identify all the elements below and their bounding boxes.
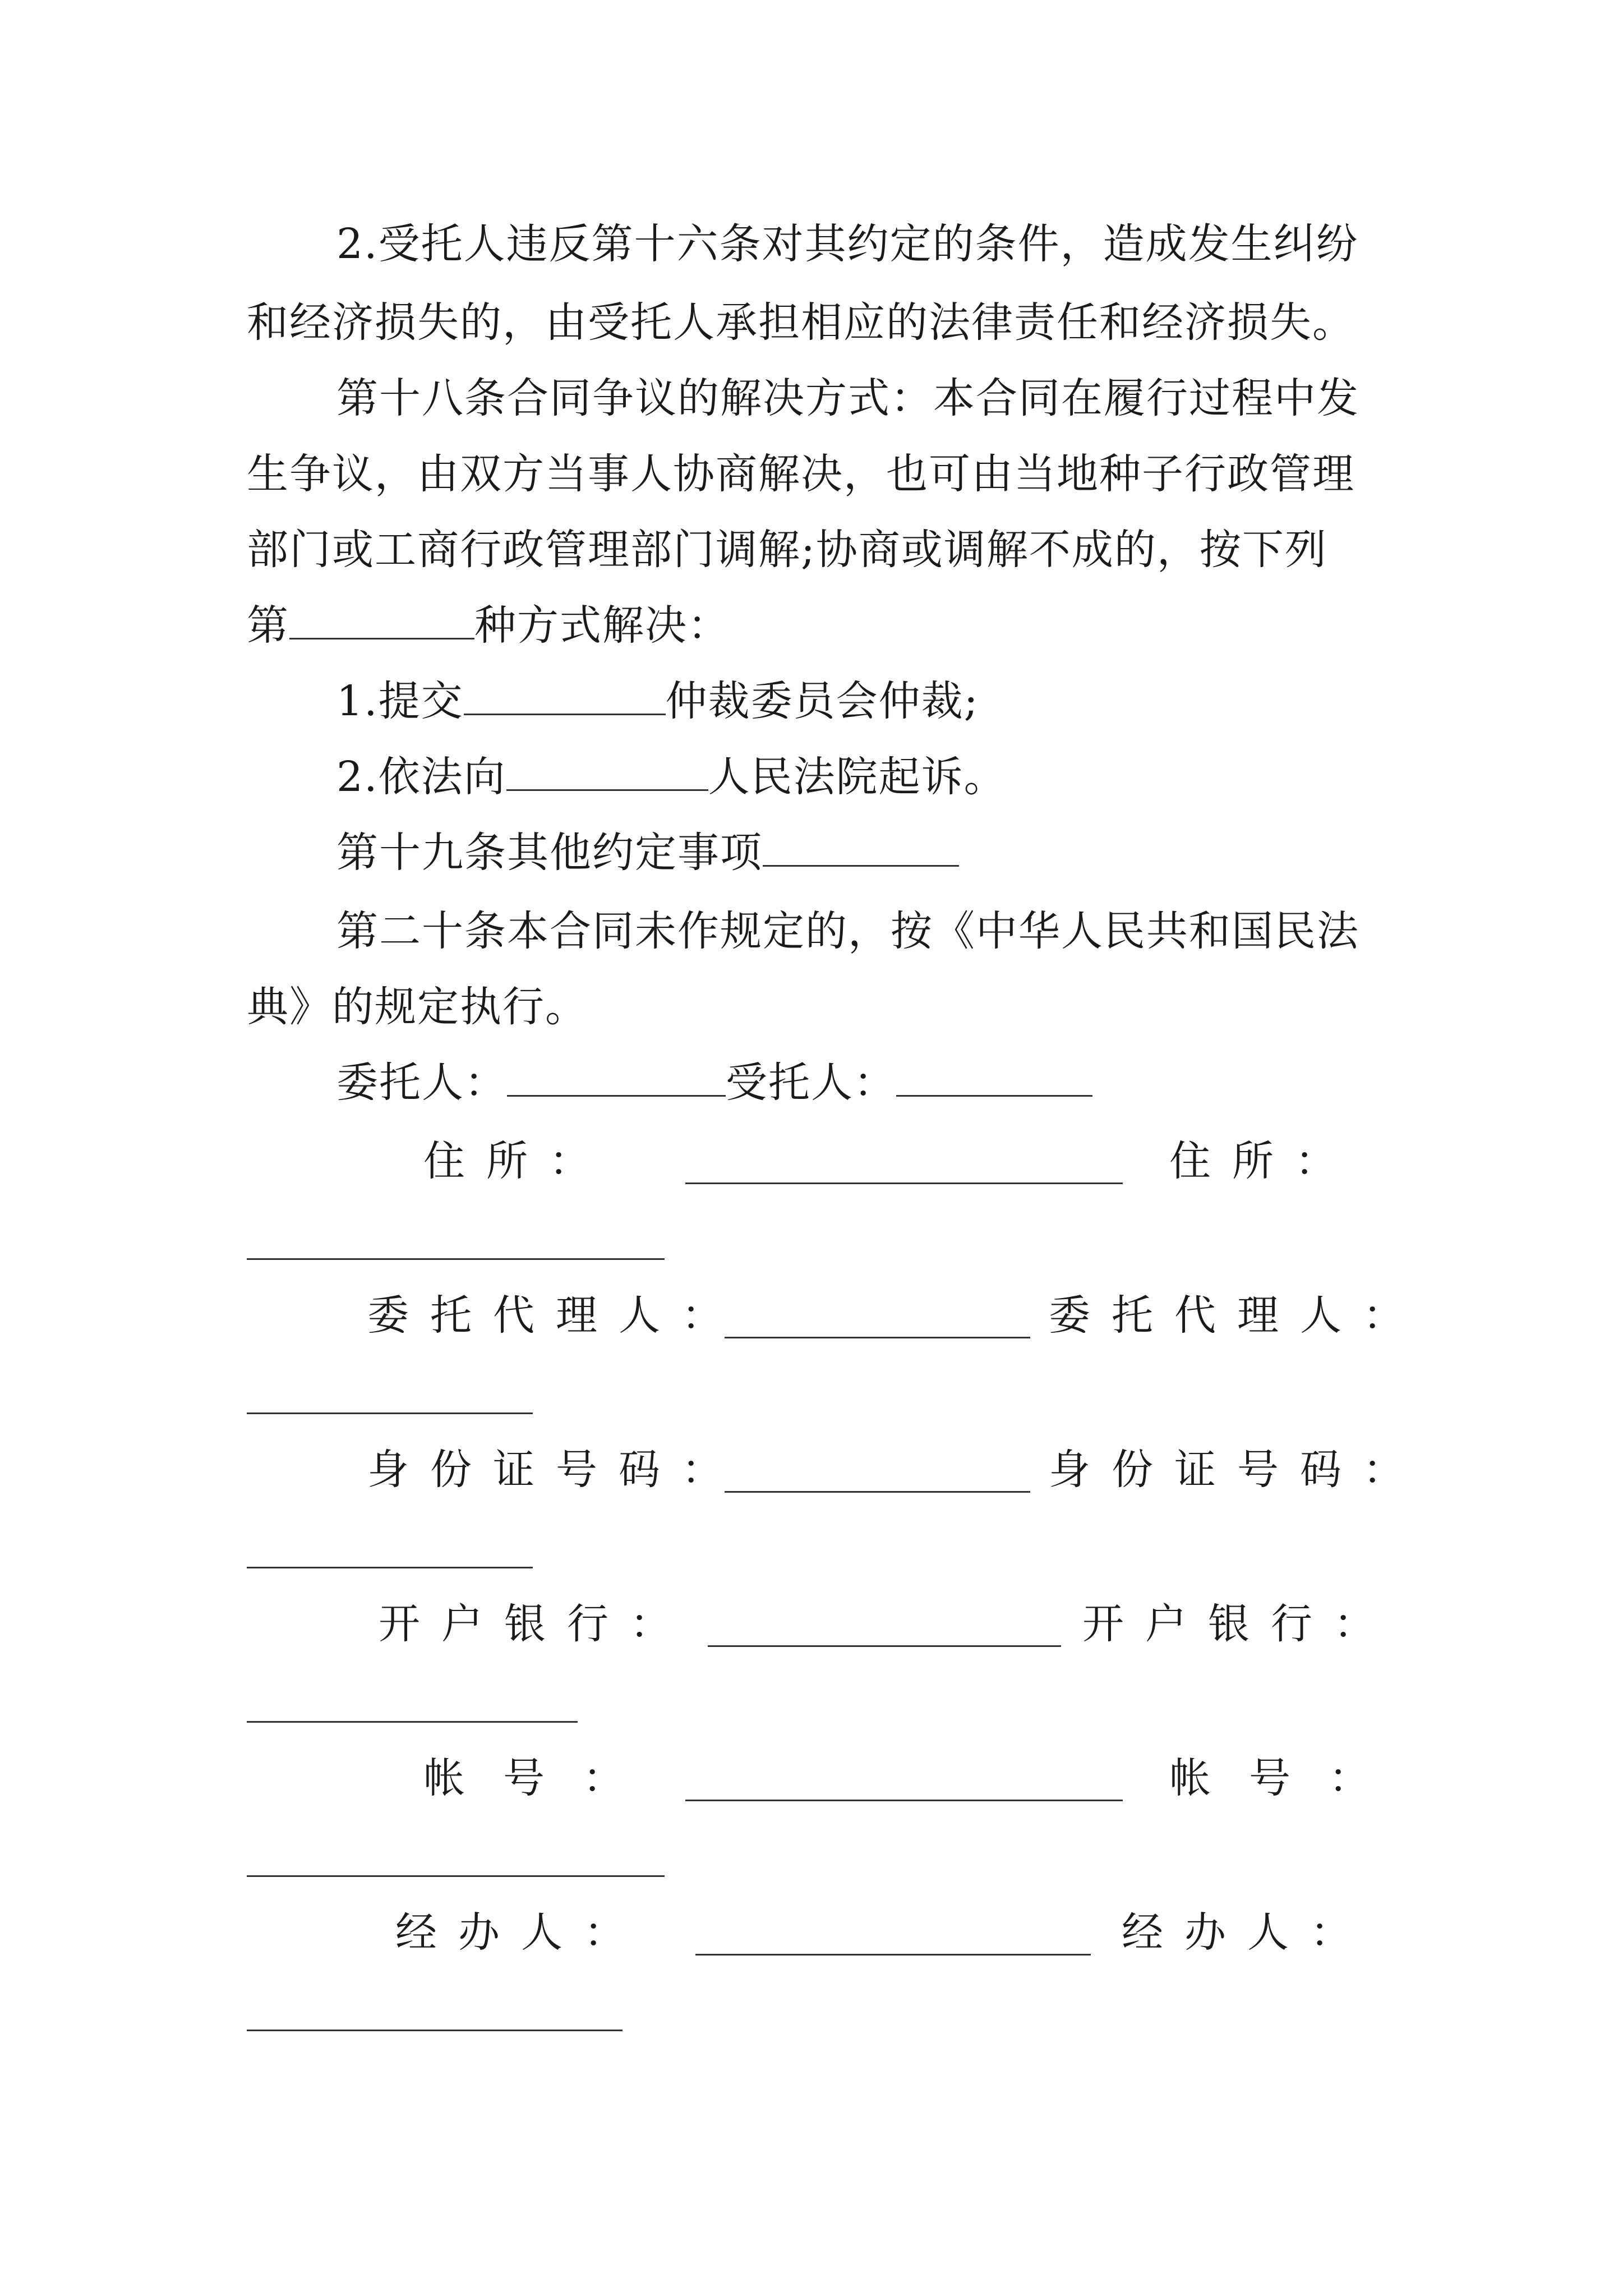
principal-label: 委托人： (336, 1059, 507, 1107)
other-matters-blank[interactable] (763, 825, 959, 867)
agent-id-blank[interactable] (247, 1567, 533, 1568)
arbitration-item-suffix: 仲裁委员会仲裁; (665, 677, 979, 725)
article-18-line-2: 生争议，由双方当事人协商解决，也可由当地种子行政管理 (247, 450, 1355, 498)
court-name-blank[interactable] (506, 749, 708, 791)
agent-proxy-blank[interactable] (247, 1412, 533, 1414)
article-20-line-2: 典》的规定执行。 (247, 983, 588, 1031)
clause-17-item-2-line-1: 2.受托人违反第十六条对其约定的条件，造成发生纠纷 (336, 220, 1359, 268)
principal-address-label: 住所： (423, 1137, 612, 1185)
principal-proxy-label: 委托代理人： (367, 1291, 744, 1340)
court-item-suffix: 人民法院起诉。 (708, 753, 1007, 801)
agent-address-label: 住所： (1169, 1137, 1358, 1185)
article-19-text: 第十九条其他约定事项 (336, 829, 763, 877)
clause-17-item-2-line-2: 和经济损失的，由受托人承担相应的法律责任和经济损失。 (247, 298, 1355, 347)
principal-account-label: 帐号： (423, 1754, 662, 1802)
article-18-line-1: 第十八条合同争议的解决方式：本合同在履行过程中发 (336, 374, 1359, 422)
article-18-line-4 (247, 597, 730, 654)
principal-address-blank[interactable] (685, 1182, 1123, 1184)
agent-address-blank[interactable] (247, 1258, 665, 1260)
agent-proxy-label: 委托代理人： (1049, 1291, 1426, 1340)
agent-account-label: 帐号： (1169, 1754, 1408, 1802)
dispute-method-blank[interactable] (289, 597, 474, 639)
principal-id-blank[interactable] (725, 1491, 1030, 1493)
principal-handler-label: 经办人： (395, 1908, 647, 1957)
agent-bank-label: 开户银行： (1082, 1600, 1396, 1648)
principal-blank[interactable] (507, 1055, 726, 1097)
court-item-prefix: 2.依法向 (336, 753, 506, 801)
principal-bank-label: 开户银行： (379, 1600, 693, 1648)
principal-handler-blank[interactable] (695, 1954, 1091, 1955)
agent-bank-blank[interactable] (247, 1721, 578, 1723)
arbitration-item-prefix: 1.提交 (336, 677, 464, 725)
article-19 (336, 825, 959, 881)
agent-handler-blank[interactable] (247, 2030, 623, 2031)
article-18-line-3: 部门或工商行政管理部门调解;协商或调解不成的，按下列 (247, 526, 1327, 574)
arbitration-committee-blank[interactable] (464, 673, 666, 715)
court-item (336, 749, 1007, 805)
agent-blank[interactable] (896, 1055, 1092, 1097)
arbitration-item (336, 673, 979, 729)
agent-id-label: 身份证号码： (1049, 1446, 1426, 1494)
article-20-line-1: 第二十条本合同未作规定的，按《中华人民共和国民法 (336, 907, 1359, 955)
principal-id-label: 身份证号码： (367, 1446, 744, 1494)
principal-account-blank[interactable] (685, 1800, 1123, 1801)
principal-proxy-blank[interactable] (725, 1337, 1030, 1338)
agent-account-blank[interactable] (247, 1875, 665, 1877)
principal-bank-blank[interactable] (708, 1645, 1061, 1647)
agent-handler-label: 经办人： (1122, 1908, 1373, 1957)
article-18-line-4-suffix: 种方式解决： (474, 601, 730, 650)
parties-line (336, 1055, 1092, 1111)
article-18-line-4-prefix: 第 (247, 601, 289, 650)
agent-label: 受托人： (726, 1059, 896, 1107)
